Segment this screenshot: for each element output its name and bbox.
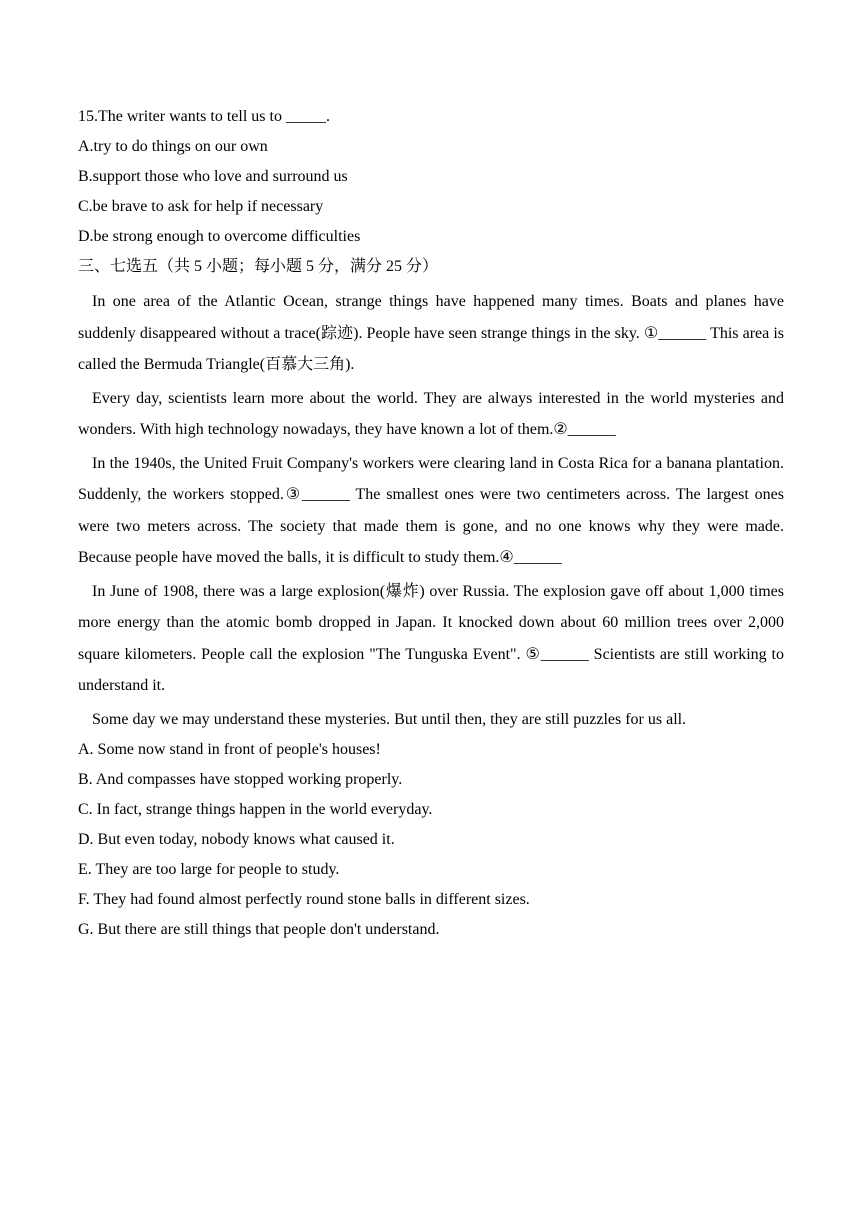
choice-g: G. But there are still things that people don't understand.: [78, 921, 440, 938]
passage-paragraph-2: Every day, scientists learn more about the world. They are always interested in the world mysteries and wonders. With high technology nowadays, they have known a lot of them.②______: [78, 389, 784, 438]
choice-b: B. And compasses have stopped working properly.: [78, 771, 403, 788]
question-option-c: C.be brave to ask for help if necessary: [78, 198, 324, 215]
document-page: [78, 102, 784, 945]
choice-f: F. They had found almost perfectly round stone balls in different sizes.: [78, 891, 530, 908]
question-stem: 15.The writer wants to tell us to _____.: [78, 108, 330, 125]
question-option-b: B.support those who love and surround us: [78, 168, 348, 185]
passage-paragraph-1: In one area of the Atlantic Ocean, strange things have happened many times. Boats and planes have suddenly disappeared without a trace(踪迹). People have seen strange things in the sky. ①______ This area is called the Bermuda Triangle(百慕大三角).: [78, 293, 784, 373]
passage-paragraph-4: In June of 1908, there was a large explosion(爆炸) over Russia. The explosion gave off about 1,000 times more energy than the atomic bomb dropped in Japan. It knocked down about 60 million trees over 2,000 square kilometers. People call the explosion "The Tunguska Event". ⑤______ Scientists are still working to understand it.: [78, 582, 784, 694]
choice-e: E. They are too large for people to study.: [78, 861, 340, 878]
passage-paragraph-3: In the 1940s, the United Fruit Company's workers were clearing land in Costa Rica for a banana plantation. Suddenly, the workers stopped.③______ The smallest ones were two centimeters across. The largest ones were two meters across. The society that made them is gone, and no one knows why they were made. Because people have moved the balls, it is difficult to study them.④______: [78, 454, 784, 566]
question-option-d: D.be strong enough to overcome difficulties: [78, 228, 361, 245]
choice-c: C. In fact, strange things happen in the world everyday.: [78, 801, 433, 818]
choice-list: [78, 735, 784, 945]
question-option-a: A.try to do things on our own: [78, 138, 268, 155]
choice-a: A. Some now stand in front of people's houses!: [78, 741, 381, 758]
choice-d: D. But even today, nobody knows what caused it.: [78, 831, 395, 848]
passage-paragraph-5: Some day we may understand these mysteries. But until then, they are still puzzles for us all.: [92, 710, 687, 728]
section-heading: 三、七选五（共 5 小题；每小题 5 分，满分 25 分）: [78, 258, 439, 275]
